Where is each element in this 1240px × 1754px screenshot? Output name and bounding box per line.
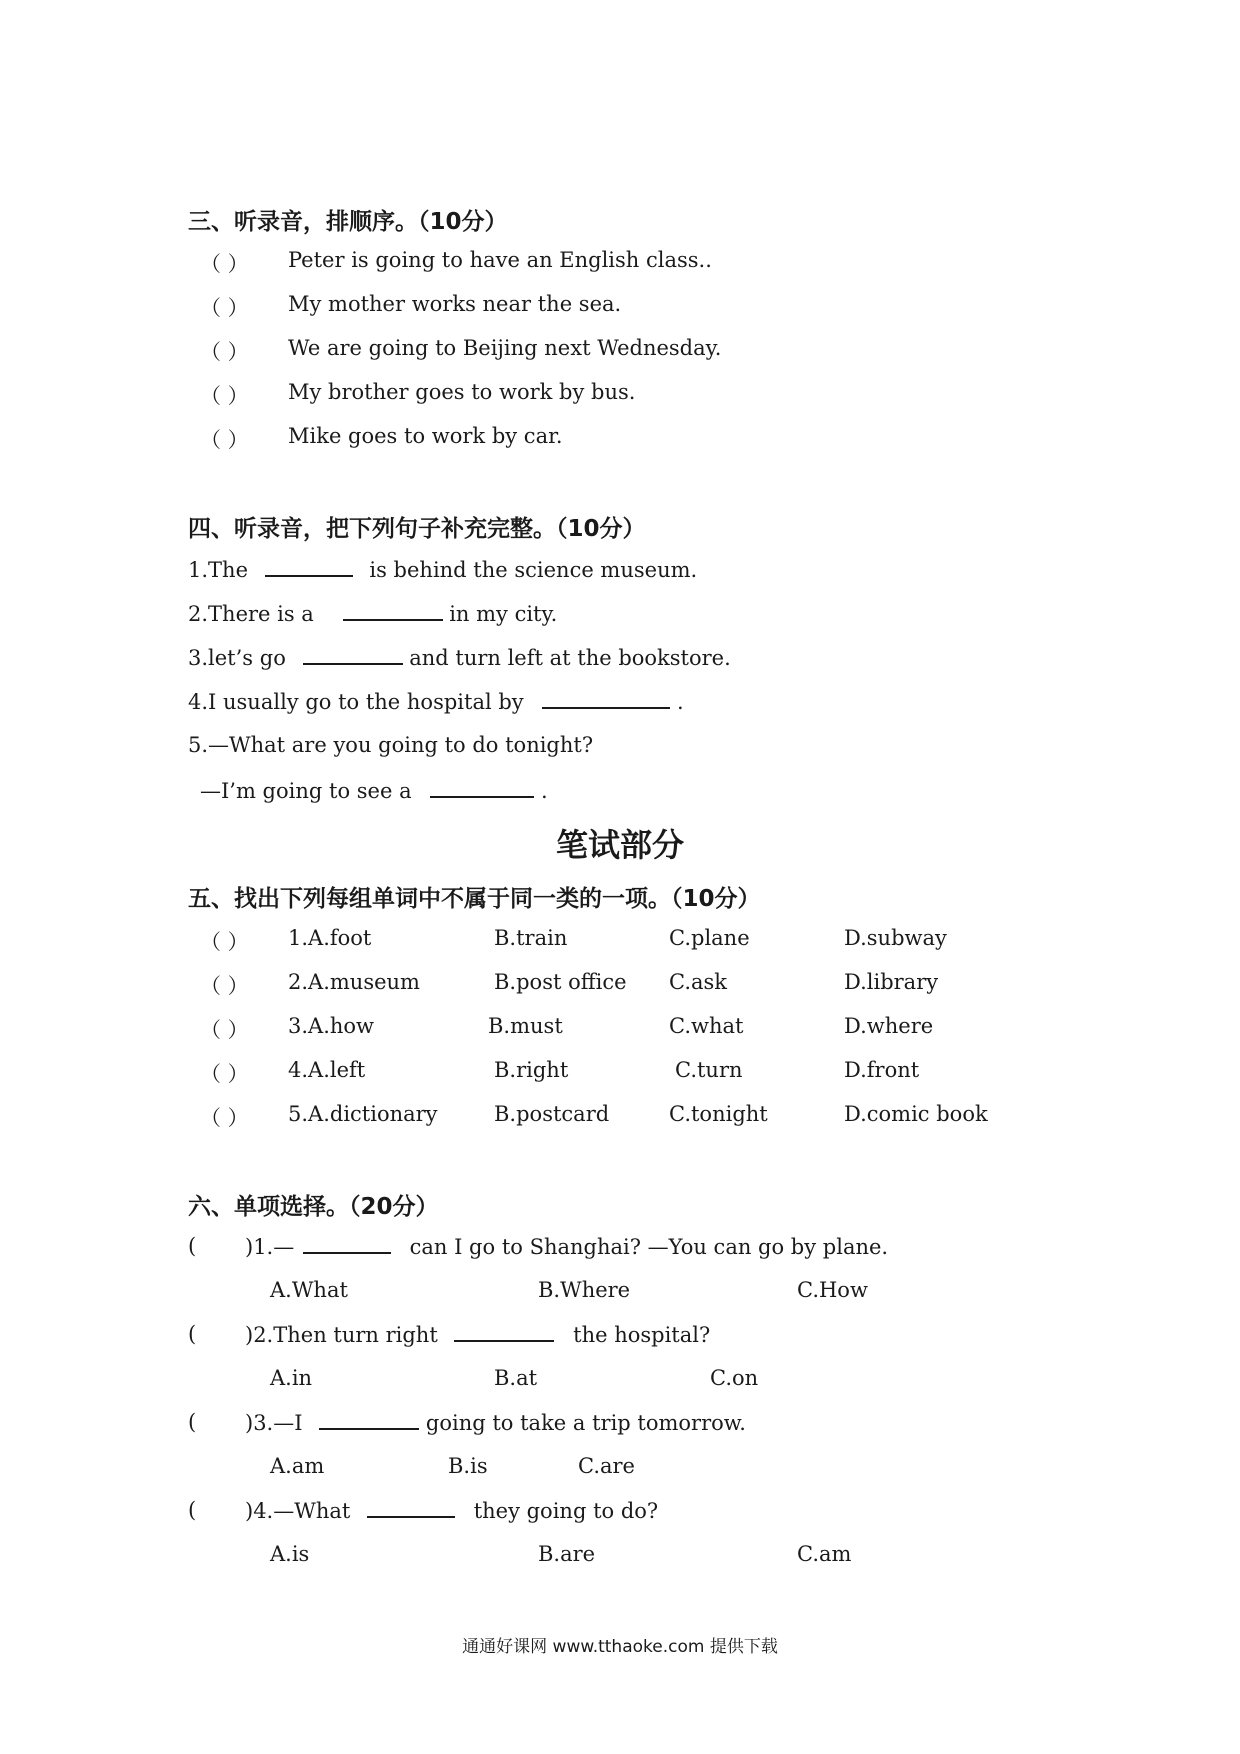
choice-question-4 (245, 1498, 658, 1523)
option-d: D.where (844, 1014, 934, 1038)
question-text: )3.—I (245, 1411, 303, 1435)
fill-sentence-3 (188, 645, 731, 670)
option-b: B.postcard (494, 1102, 610, 1126)
option-b: B.right (494, 1058, 569, 1082)
sentence-text: —I’m going to see a (200, 779, 412, 803)
option-a: A.is (270, 1542, 310, 1566)
question-text: going to take a trip tomorrow. (425, 1411, 746, 1435)
section-3-item: My brother goes to work by bus. (288, 380, 636, 404)
option-d: D.front (844, 1058, 920, 1082)
written-part-title: 笔试部分 (555, 826, 684, 864)
question-text: can I go to Shanghai? —You can go by plane. (409, 1235, 889, 1259)
sentence-text: and turn left at the bookstore. (409, 646, 731, 670)
answer-paren-open: ( (188, 1322, 197, 1346)
answer-paren: （ ） (200, 384, 249, 408)
option-d: D.comic book (844, 1102, 988, 1126)
answer-paren: （ ） (200, 930, 249, 954)
section-3-heading: 三、听录音，排顺序。（10分） (188, 209, 508, 235)
footer-text: 通通好课网 www.tthaoke.com 提供下载 (462, 1637, 778, 1657)
option-c: C.are (578, 1454, 635, 1478)
fill-sentence-2 (188, 601, 557, 626)
section-3-item: Peter is going to have an English class.. (288, 248, 712, 272)
section-4-heading: 四、听录音，把下列句子补充完整。（10分） (188, 516, 646, 542)
option-a: 5.A.dictionary (288, 1102, 438, 1126)
option-d: D.library (844, 970, 939, 994)
option-b: B.train (494, 926, 568, 950)
choice-question-1 (245, 1234, 888, 1259)
answer-paren: （ ） (200, 340, 249, 364)
question-text: the hospital? (573, 1323, 711, 1347)
section-3-item: Mike goes to work by car. (288, 424, 563, 448)
answer-paren: （ ） (200, 428, 249, 452)
answer-paren-open: ( (188, 1410, 197, 1434)
answer-blank[interactable] (454, 1322, 554, 1342)
answer-paren: （ ） (200, 1062, 249, 1086)
question-text: they going to do? (473, 1499, 659, 1523)
question-text: )1.— (245, 1235, 295, 1259)
sentence-text: 1.The (188, 558, 248, 582)
answer-blank[interactable] (430, 778, 534, 798)
fill-sentence-4 (188, 689, 684, 714)
option-a: 1.A.foot (288, 926, 372, 950)
sentence-text: . (677, 690, 684, 714)
question-text: )4.—What (245, 1499, 351, 1523)
choice-question-2 (245, 1322, 710, 1347)
sentence-text: in my city. (449, 602, 558, 626)
option-a: A.What (270, 1278, 348, 1302)
option-c: C.plane (669, 926, 750, 950)
option-c: C.tonight (669, 1102, 768, 1126)
answer-blank[interactable] (303, 1234, 391, 1254)
option-c: C.How (797, 1278, 868, 1302)
fill-sentence-5-question: 5.—What are you going to do tonight? (188, 733, 594, 757)
option-b: B.must (488, 1014, 563, 1038)
fill-sentence-1 (188, 557, 697, 582)
sentence-text: 4.I usually go to the hospital by (188, 690, 524, 714)
option-c: C.on (710, 1366, 759, 1390)
option-c: C.ask (669, 970, 728, 994)
option-a: A.in (270, 1366, 313, 1390)
option-a: A.am (270, 1454, 325, 1478)
answer-paren: （ ） (200, 974, 249, 998)
answer-paren-open: ( (188, 1234, 197, 1258)
option-c: C.what (669, 1014, 744, 1038)
answer-paren: （ ） (200, 1106, 249, 1130)
option-b: B.are (538, 1542, 596, 1566)
sentence-text: 3.let’s go (188, 646, 286, 670)
sentence-text: 2.There is a (188, 602, 314, 626)
sentence-text: is behind the science museum. (369, 558, 698, 582)
option-b: B.at (494, 1366, 538, 1390)
option-b: B.is (448, 1454, 488, 1478)
option-d: D.subway (844, 926, 947, 950)
sentence-text: . (540, 779, 548, 803)
section-6-heading: 六、单项选择。（20分） (188, 1194, 439, 1220)
question-text: )2.Then turn right (245, 1323, 438, 1347)
answer-blank[interactable] (265, 557, 353, 577)
answer-paren: （ ） (200, 1018, 249, 1042)
option-a: 3.A.how (288, 1014, 375, 1038)
answer-blank[interactable] (319, 1410, 419, 1430)
section-3-item: We are going to Beijing next Wednesday. (288, 336, 722, 360)
section-3-item: My mother works near the sea. (288, 292, 622, 316)
answer-blank[interactable] (343, 601, 443, 621)
option-c: C.turn (675, 1058, 743, 1082)
option-b: B.post office (494, 970, 627, 994)
section-5-heading: 五、找出下列每组单词中不属于同一类的一项。（10分） (188, 886, 761, 912)
answer-blank[interactable] (367, 1498, 455, 1518)
answer-paren-open: ( (188, 1498, 197, 1522)
option-a: 4.A.left (288, 1058, 366, 1082)
fill-sentence-5-answer (200, 778, 548, 803)
option-b: B.Where (538, 1278, 631, 1302)
choice-question-3 (245, 1410, 746, 1435)
option-a: 2.A.museum (288, 970, 420, 994)
answer-blank[interactable] (542, 689, 670, 709)
answer-paren: （ ） (200, 252, 249, 276)
answer-paren: （ ） (200, 296, 249, 320)
answer-blank[interactable] (303, 645, 403, 665)
option-c: C.am (797, 1542, 852, 1566)
